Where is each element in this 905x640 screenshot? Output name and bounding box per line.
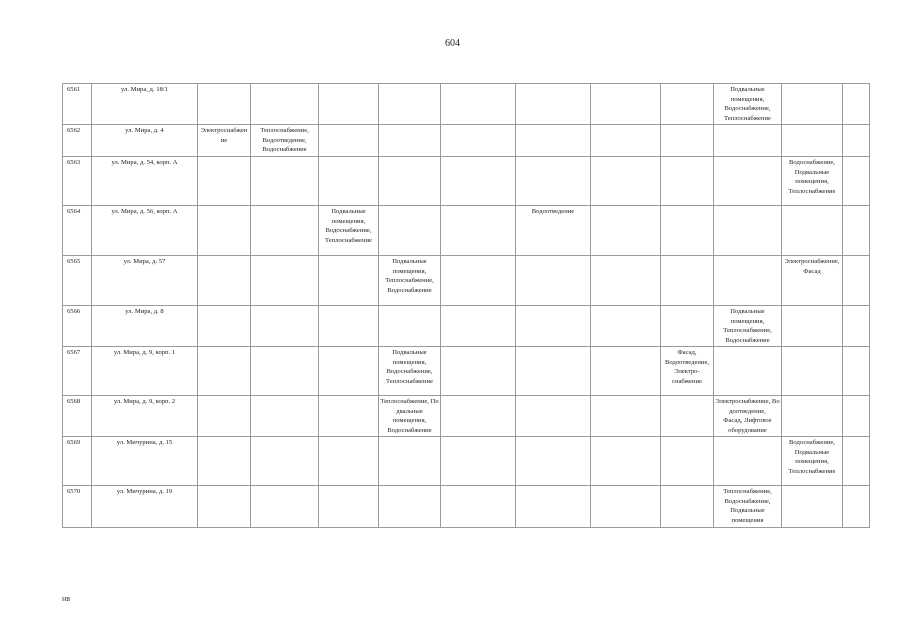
address-cell: ул. Мира, д. 8 xyxy=(92,306,198,347)
work-type-cell xyxy=(661,84,714,125)
row-number-cell: 6569 xyxy=(63,437,92,486)
work-type-cell xyxy=(198,206,251,256)
work-type-cell: Подвальные помещения, Теплоснабжение, Водоснабжение xyxy=(379,256,441,306)
work-type-cell xyxy=(843,396,870,437)
row-number-cell: 6561 xyxy=(63,84,92,125)
work-type-cell xyxy=(441,256,516,306)
row-number-cell: 6564 xyxy=(63,206,92,256)
work-type-cell xyxy=(591,347,661,396)
table-row xyxy=(63,157,870,206)
table-row xyxy=(63,396,870,437)
work-type-cell xyxy=(379,306,441,347)
work-type-cell xyxy=(198,396,251,437)
work-type-cell xyxy=(714,256,782,306)
work-type-cell: Водоотведение xyxy=(516,206,591,256)
work-type-cell: Электроснабжение, Фасад xyxy=(782,256,843,306)
work-type-cell xyxy=(319,486,379,528)
work-type-cell xyxy=(782,125,843,157)
work-type-cell xyxy=(782,486,843,528)
work-type-cell xyxy=(379,84,441,125)
work-type-cell xyxy=(251,437,319,486)
work-type-cell xyxy=(591,157,661,206)
work-type-cell xyxy=(782,84,843,125)
work-type-cell: Подвальные помещения, Теплоснабжение, Водоснабжение xyxy=(714,306,782,347)
work-type-cell xyxy=(379,157,441,206)
work-type-cell xyxy=(441,396,516,437)
work-type-cell xyxy=(843,306,870,347)
work-type-cell xyxy=(782,396,843,437)
work-type-cell xyxy=(843,84,870,125)
row-number-cell: 6563 xyxy=(63,157,92,206)
work-type-cell xyxy=(714,125,782,157)
work-type-cell xyxy=(591,486,661,528)
work-type-cell xyxy=(516,396,591,437)
work-type-cell xyxy=(251,157,319,206)
address-cell: ул. Мичурина, д. 15 xyxy=(92,437,198,486)
work-type-cell xyxy=(319,306,379,347)
row-number-cell: 6562 xyxy=(63,125,92,157)
footer-mark: нв xyxy=(62,594,71,603)
work-type-cell xyxy=(516,125,591,157)
table-row xyxy=(63,256,870,306)
repair-schedule-table xyxy=(62,83,870,528)
work-type-cell xyxy=(251,396,319,437)
address-cell: ул. Мира, д. 9, корп. 2 xyxy=(92,396,198,437)
work-type-cell xyxy=(782,306,843,347)
work-type-cell xyxy=(198,437,251,486)
work-type-cell: Теплоснабжение, Подвальные помещения, Водоснабжение xyxy=(379,396,441,437)
address-cell: ул. Мира, д. 9, корп. 1 xyxy=(92,347,198,396)
work-type-cell xyxy=(379,486,441,528)
work-type-cell xyxy=(516,306,591,347)
work-type-cell xyxy=(319,437,379,486)
work-type-cell xyxy=(843,347,870,396)
table-row xyxy=(63,84,870,125)
work-type-cell xyxy=(591,396,661,437)
table-row xyxy=(63,206,870,256)
work-type-cell xyxy=(661,437,714,486)
work-type-cell xyxy=(251,206,319,256)
row-number-cell: 6568 xyxy=(63,396,92,437)
table-row xyxy=(63,347,870,396)
work-type-cell xyxy=(661,157,714,206)
work-type-cell: Водоснабжение, Подвальные помещения, Теплоснабжение xyxy=(782,437,843,486)
work-type-cell xyxy=(251,486,319,528)
table-row xyxy=(63,125,870,157)
work-type-cell: Подвальные помещения, Водоснабжение, Теплоснабжение xyxy=(319,206,379,256)
work-type-cell xyxy=(516,486,591,528)
work-type-cell xyxy=(591,256,661,306)
address-cell: ул. Мира, д. 18/1 xyxy=(92,84,198,125)
work-type-cell xyxy=(379,206,441,256)
work-type-cell xyxy=(319,125,379,157)
work-type-cell xyxy=(516,256,591,306)
work-type-cell xyxy=(661,256,714,306)
work-type-cell xyxy=(591,206,661,256)
work-type-cell xyxy=(198,486,251,528)
work-type-cell xyxy=(441,306,516,347)
work-type-cell xyxy=(379,437,441,486)
address-cell: ул. Мира, д. 54, корп. А xyxy=(92,157,198,206)
row-number-cell: 6565 xyxy=(63,256,92,306)
row-number-cell: 6566 xyxy=(63,306,92,347)
address-cell: ул. Мира, д. 4 xyxy=(92,125,198,157)
work-type-cell xyxy=(251,347,319,396)
work-type-cell xyxy=(843,157,870,206)
work-type-cell xyxy=(441,206,516,256)
work-type-cell xyxy=(661,206,714,256)
work-type-cell xyxy=(441,437,516,486)
page-number: 604 xyxy=(445,38,460,49)
work-type-cell xyxy=(591,306,661,347)
work-type-cell xyxy=(441,157,516,206)
work-type-cell xyxy=(198,157,251,206)
work-type-cell xyxy=(251,256,319,306)
work-type-cell xyxy=(441,347,516,396)
row-number-cell: 6570 xyxy=(63,486,92,528)
work-type-cell xyxy=(441,486,516,528)
work-type-cell xyxy=(251,84,319,125)
table-row xyxy=(63,437,870,486)
table-row xyxy=(63,486,870,528)
work-type-cell xyxy=(714,437,782,486)
work-type-cell xyxy=(714,347,782,396)
work-type-cell xyxy=(714,157,782,206)
work-type-cell xyxy=(319,157,379,206)
work-type-cell xyxy=(591,84,661,125)
work-type-cell xyxy=(198,84,251,125)
work-type-cell xyxy=(782,206,843,256)
work-type-cell xyxy=(441,125,516,157)
work-type-cell xyxy=(198,306,251,347)
work-type-cell xyxy=(198,256,251,306)
work-type-cell xyxy=(198,347,251,396)
work-type-cell xyxy=(661,396,714,437)
work-type-cell xyxy=(251,306,319,347)
work-type-cell xyxy=(591,125,661,157)
address-cell: ул. Мира, д. 56, корп. А xyxy=(92,206,198,256)
work-type-cell xyxy=(843,125,870,157)
work-type-cell xyxy=(516,84,591,125)
work-type-cell xyxy=(319,347,379,396)
work-type-cell xyxy=(661,486,714,528)
work-type-cell: Фасад, Водоотведение, Электро- снабжение xyxy=(661,347,714,396)
work-type-cell: Электроснабжение xyxy=(198,125,251,157)
table-row xyxy=(63,306,870,347)
work-type-cell xyxy=(516,347,591,396)
work-type-cell: Водоснабжение, Подвальные помещения, Теплоснабжение xyxy=(782,157,843,206)
work-type-cell: Подвальные помещения, Водоснабжение, Теплоснабжение xyxy=(379,347,441,396)
work-type-cell xyxy=(782,347,843,396)
address-cell: ул. Мичурина, д. 19 xyxy=(92,486,198,528)
row-number-cell: 6567 xyxy=(63,347,92,396)
work-type-cell xyxy=(843,437,870,486)
work-type-cell xyxy=(843,486,870,528)
work-type-cell xyxy=(319,256,379,306)
work-type-cell: Подвальные помещения, Водоснабжение, Теплоснабжение xyxy=(714,84,782,125)
work-type-cell xyxy=(441,84,516,125)
work-type-cell: Теплоснабжение, Водоснабжение, Подвальные помещения xyxy=(714,486,782,528)
work-type-cell xyxy=(661,125,714,157)
work-type-cell xyxy=(379,125,441,157)
work-type-cell xyxy=(843,256,870,306)
work-type-cell xyxy=(319,396,379,437)
work-type-cell: Теплоснабжение, Водоотведение, Водоснабжение xyxy=(251,125,319,157)
work-type-cell xyxy=(516,157,591,206)
work-type-cell xyxy=(319,84,379,125)
work-type-cell xyxy=(843,206,870,256)
address-cell: ул. Мира, д. 57 xyxy=(92,256,198,306)
work-type-cell xyxy=(661,306,714,347)
work-type-cell xyxy=(591,437,661,486)
work-type-cell xyxy=(516,437,591,486)
work-type-cell xyxy=(714,206,782,256)
work-type-cell: Электроснабжение, Водоотведение, Фасад, Лифтовое оборудование xyxy=(714,396,782,437)
